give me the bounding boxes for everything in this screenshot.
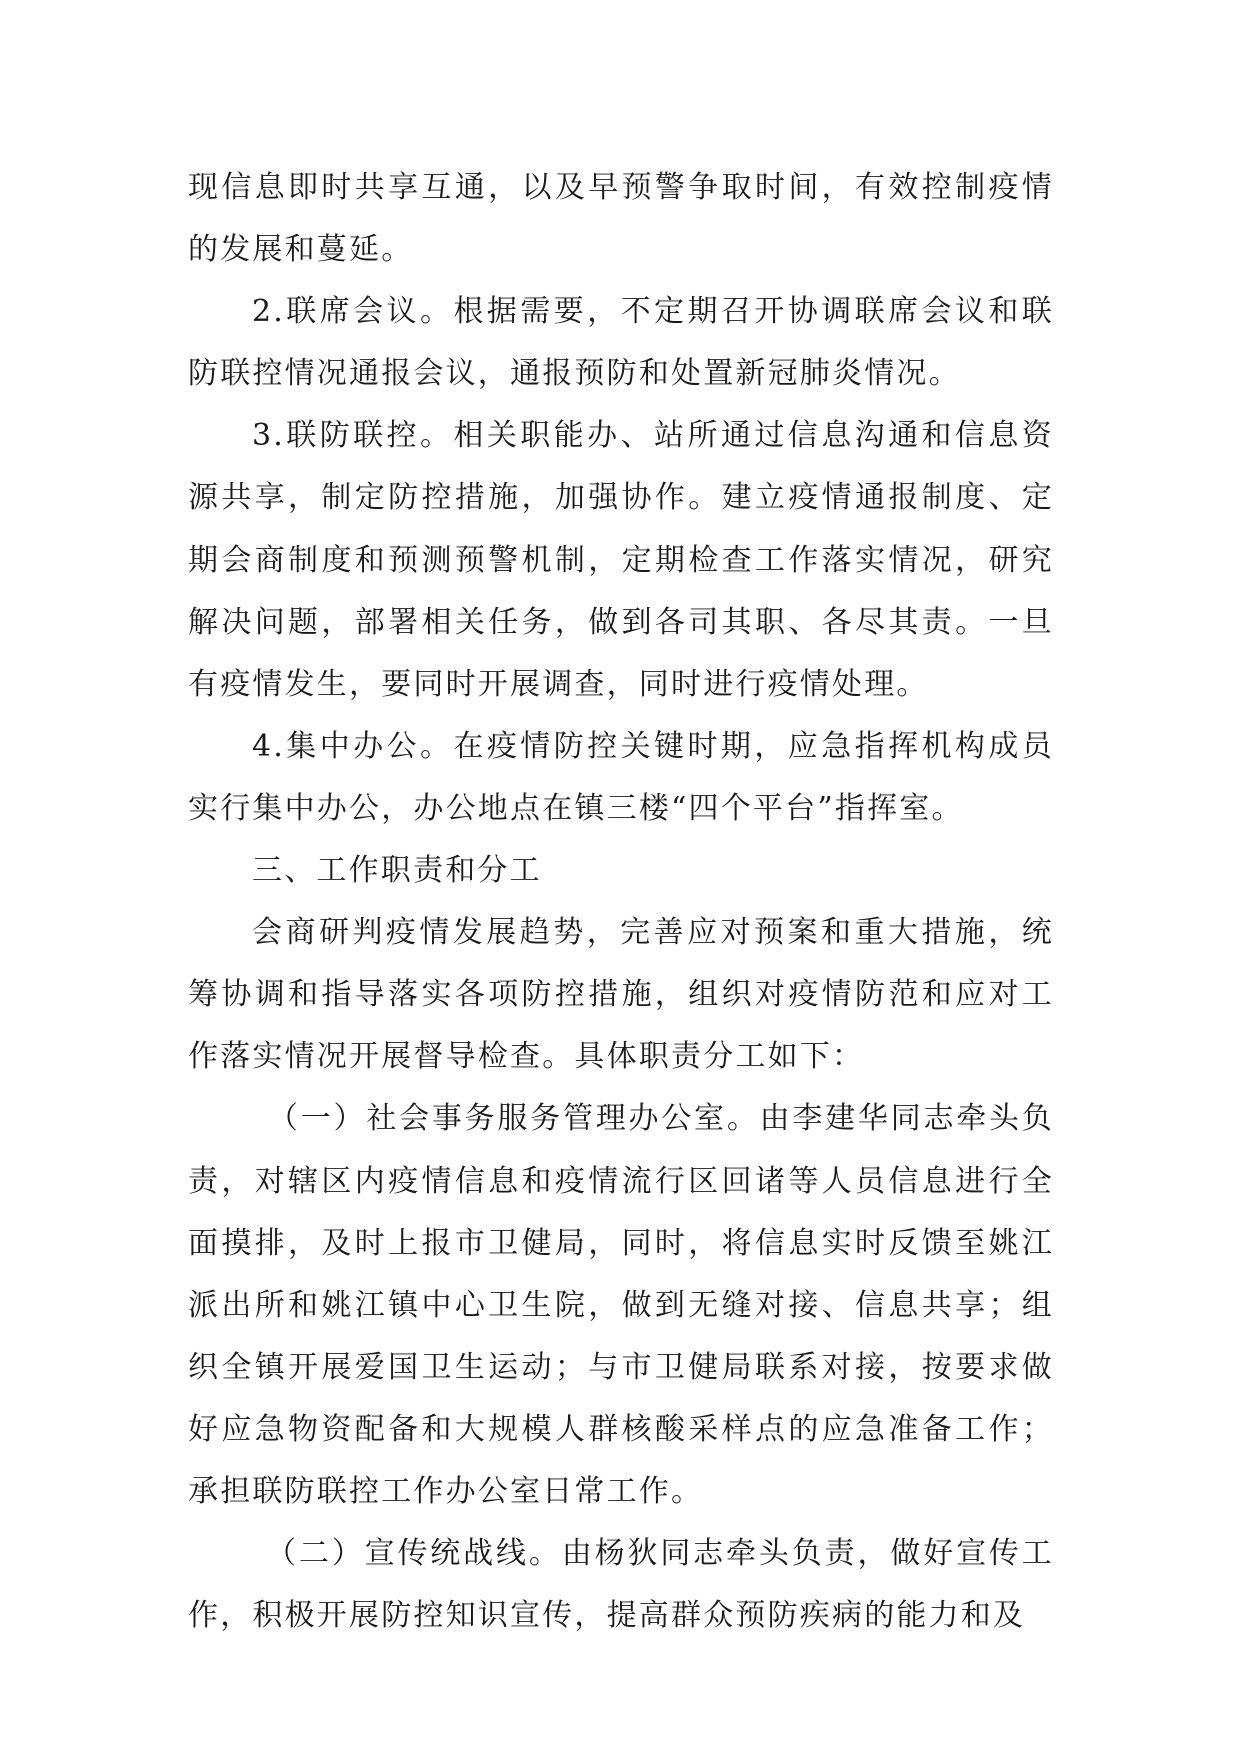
paragraph-publicity-line: （二）宣传统战线。由杨狄同志牵头负责，做好宣传工作，积极开展防控知识宣传，提高群众预防疾病的能力和及 (188, 1536, 1054, 1634)
paragraph-social-affairs-office: （一）社会事务服务管理办公室。由李建华同志牵头负责，对辖区内疫情信息和疫情流行区回诸等人员信息进行全面摸排，及时上报市卫健局，同时，将信息实时反馈至姚江派出所和姚江镇中心卫生院，做到无缝对接、信息共享；组织全镇开展爱国卫生运动；与市卫健局联系对接，按要求做好应急物资配备和大规模人群核酸采样点的应急准备工作；承担联防联控工作办公室日常工作。 (188, 1101, 1054, 1509)
paragraph-continuation: 现信息即时共享互通，以及早预警争取时间，有效控制疫情的发展和蔓延。 (188, 170, 1054, 268)
paragraph-centralized-office: 4.集中办公。在疫情防控关键时期，应急指挥机构成员实行集中办公，办公地点在镇三楼“四个平台”指挥室。 (188, 728, 1054, 826)
section-heading-duties: 三、工作职责和分工 (252, 853, 542, 889)
paragraph-joint-prevention: 3.联防联控。相关职能办、站所通过信息沟通和信息资源共享，制定防控措施，加强协作。建立疫情通报制度、定期会商制度和预测预警机制，定期检查工作落实情况，研究解决问题，部署相关任务，做到各司其职、各尽其责。一旦有疫情发生，要同时开展调查，同时进行疫情处理。 (188, 418, 1054, 702)
paragraph-duties-intro: 会商研判疫情发展趋势，完善应对预案和重大措施，统筹协调和指导落实各项防控措施，组织对疫情防范和应对工作落实情况开展督导检查。具体职责分工如下： (188, 915, 1054, 1075)
paragraph-joint-meeting: 2.联席会议。根据需要，不定期召开协调联席会议和联防联控情况通报会议，通报预防和处置新冠肺炎情况。 (188, 294, 1054, 392)
document-body (188, 157, 1054, 1647)
